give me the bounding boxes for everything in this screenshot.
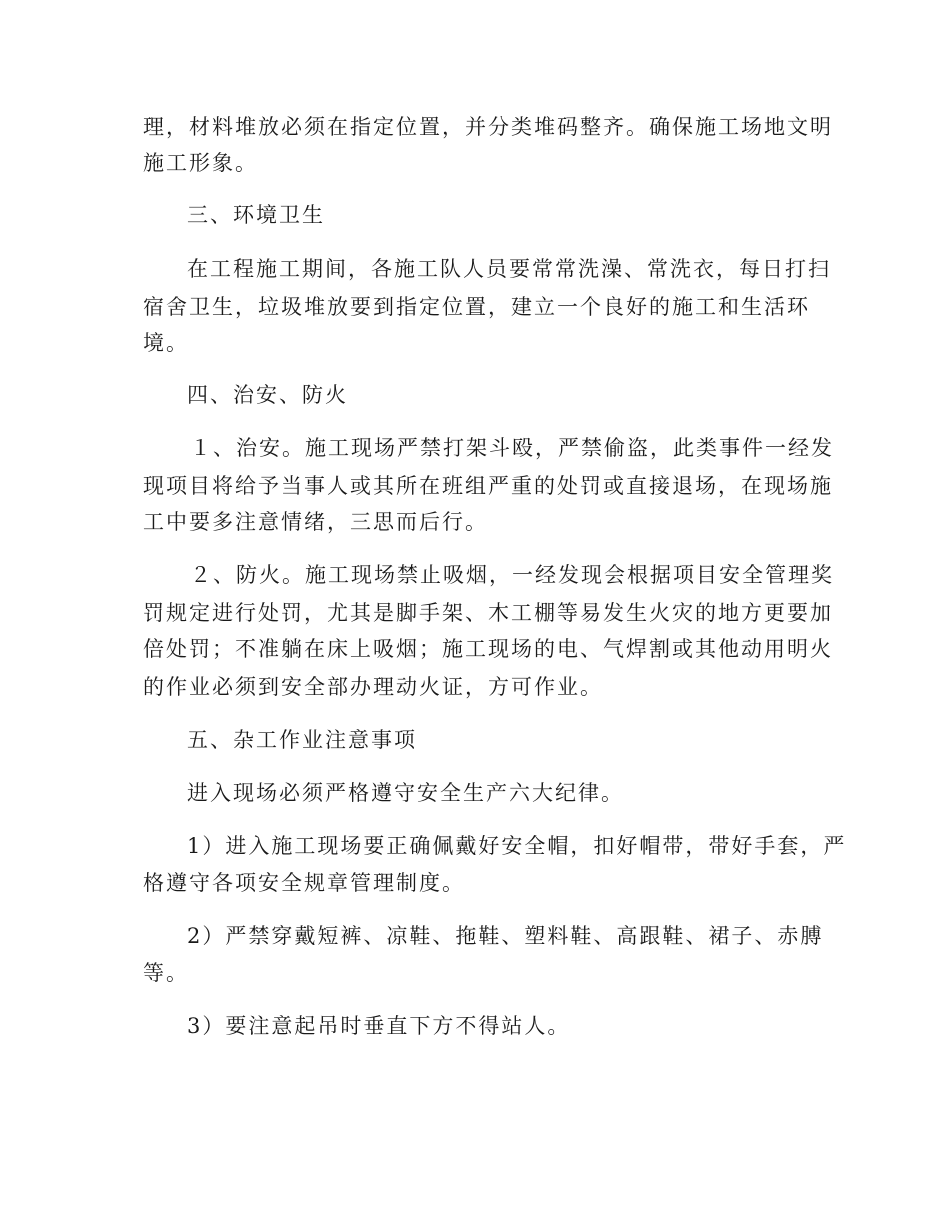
paragraph-line: 罚规定进行处罚，尤其是脚手架、木工棚等易发生火灾的地方更要加 — [143, 601, 833, 625]
paragraph-line: 进入现场必须严格遵守安全生产六大纪律。 — [187, 781, 624, 805]
list-item-line: 1）进入施工现场要正确佩戴好安全帽，扣好帽带，带好手套，严 — [187, 834, 847, 858]
paragraph-line: 在工程施工期间，各施工队人员要常常洗澡、常洗衣，每日打扫 — [187, 257, 831, 281]
list-item-line: 格遵守各项安全规章管理制度。 — [143, 871, 465, 895]
paragraph-line: 境。 — [143, 331, 189, 355]
list-item-line: 等。 — [143, 961, 189, 985]
paragraph-line: 倍处罚；不准躺在床上吸烟；施工现场的电、气焊割或其他动用明火 — [143, 637, 833, 661]
paragraph-line: 理，材料堆放必须在指定位置，并分类堆码整齐。确保施工场地文明 — [143, 115, 833, 139]
section-heading: 四、治安、防火 — [187, 383, 348, 407]
section-heading: 五、杂工作业注意事项 — [187, 728, 417, 752]
paragraph-line: 的作业必须到安全部办理动火证，方可作业。 — [143, 675, 603, 699]
section-heading: 三、环境卫生 — [187, 203, 325, 227]
list-item-line: 2）严禁穿戴短裤、凉鞋、拖鞋、塑料鞋、高跟鞋、裙子、赤膊 — [187, 924, 824, 948]
list-item-line: 3）要注意起吊时垂直下方不得站人。 — [187, 1014, 571, 1038]
paragraph-line: 宿舍卫生，垃圾堆放要到指定位置，建立一个良好的施工和生活环 — [143, 295, 810, 319]
paragraph-line: 施工形象。 — [143, 151, 258, 175]
paragraph-line: 工中要多注意情绪，三思而后行。 — [143, 510, 488, 534]
paragraph-line: １、治安。施工现场严禁打架斗殴，严禁偷盗，此类事件一经发 — [190, 436, 834, 460]
paragraph-line: 现项目将给予当事人或其所在班组严重的处罚或直接退场，在现场施 — [143, 474, 833, 498]
paragraph-line: ２、防火。施工现场禁止吸烟，一经发现会根据项目安全管理奖 — [190, 563, 834, 587]
